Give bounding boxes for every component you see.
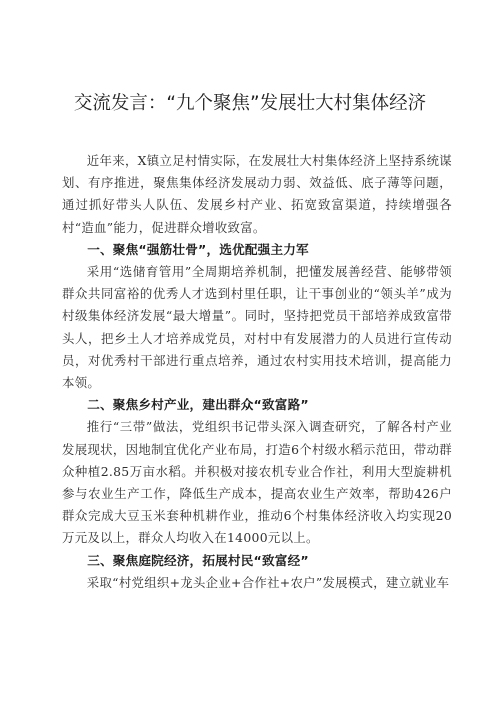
section-paragraph: 采用“选储育管用”全周期培养机制，把懂发展善经营、能够带领群众共同富裕的优秀人才选到村里任职，让干事创业的“领头羊”成为村级集体经济发展“最大增量”。同时，坚持把党员干部培养成致富带头人，把乡土人才培养成党员，对村中有发展潜力的人员进行宣传动员，对优秀村干部进行重点培养，通过农村实用技术培训，提高能力本领。 — [62, 264, 452, 391]
section-heading: 三、聚焦庭院经济，拓展村民“致富经” — [87, 552, 309, 568]
section-1 — [62, 239, 452, 394]
section-heading: 一、聚焦“强筋壮骨”，选优配强主力军 — [87, 241, 309, 257]
section-paragraph: 采取“村党组织+龙头企业+合作社+农户”发展模式，建立就业车 — [86, 574, 450, 590]
intro-paragraph: 近年来，X镇立足村情实际，在发展壮大村集体经济上坚持系统谋划、有序推进，聚焦集体经济发展动力弱、效益低、底子薄等问题，通过抓好带头人队伍、发展乡村产业、拓宽致富渠道，持续增强各村“造血”能力，促进群众增收致富。 — [62, 153, 452, 235]
section-paragraph: 推行“三带”做法，党组织书记带头深入调查研究，了解各村产业发展现状，因地制宜优化产业布局，打造6个村级水稻示范田，带动群众种植2.85万亩水稻。并积极对接农机专业合作社，利用大型旋耕机参与农业生产工作，降低生产成本，提高农业生产效率，帮助426户群众完成大豆玉米套种机耕作业，推动6个村集体经济收入均实现20万元及以上，群众人均收入在14000元以上。 — [62, 419, 452, 546]
section-2 — [62, 394, 452, 549]
document-body — [62, 150, 452, 594]
section-3 — [62, 550, 452, 594]
document-title: 交流发言：“九个聚焦”发展壮大村集体经济 — [73, 93, 427, 114]
section-heading: 二、聚焦乡村产业，建出群众“致富路” — [87, 397, 309, 413]
